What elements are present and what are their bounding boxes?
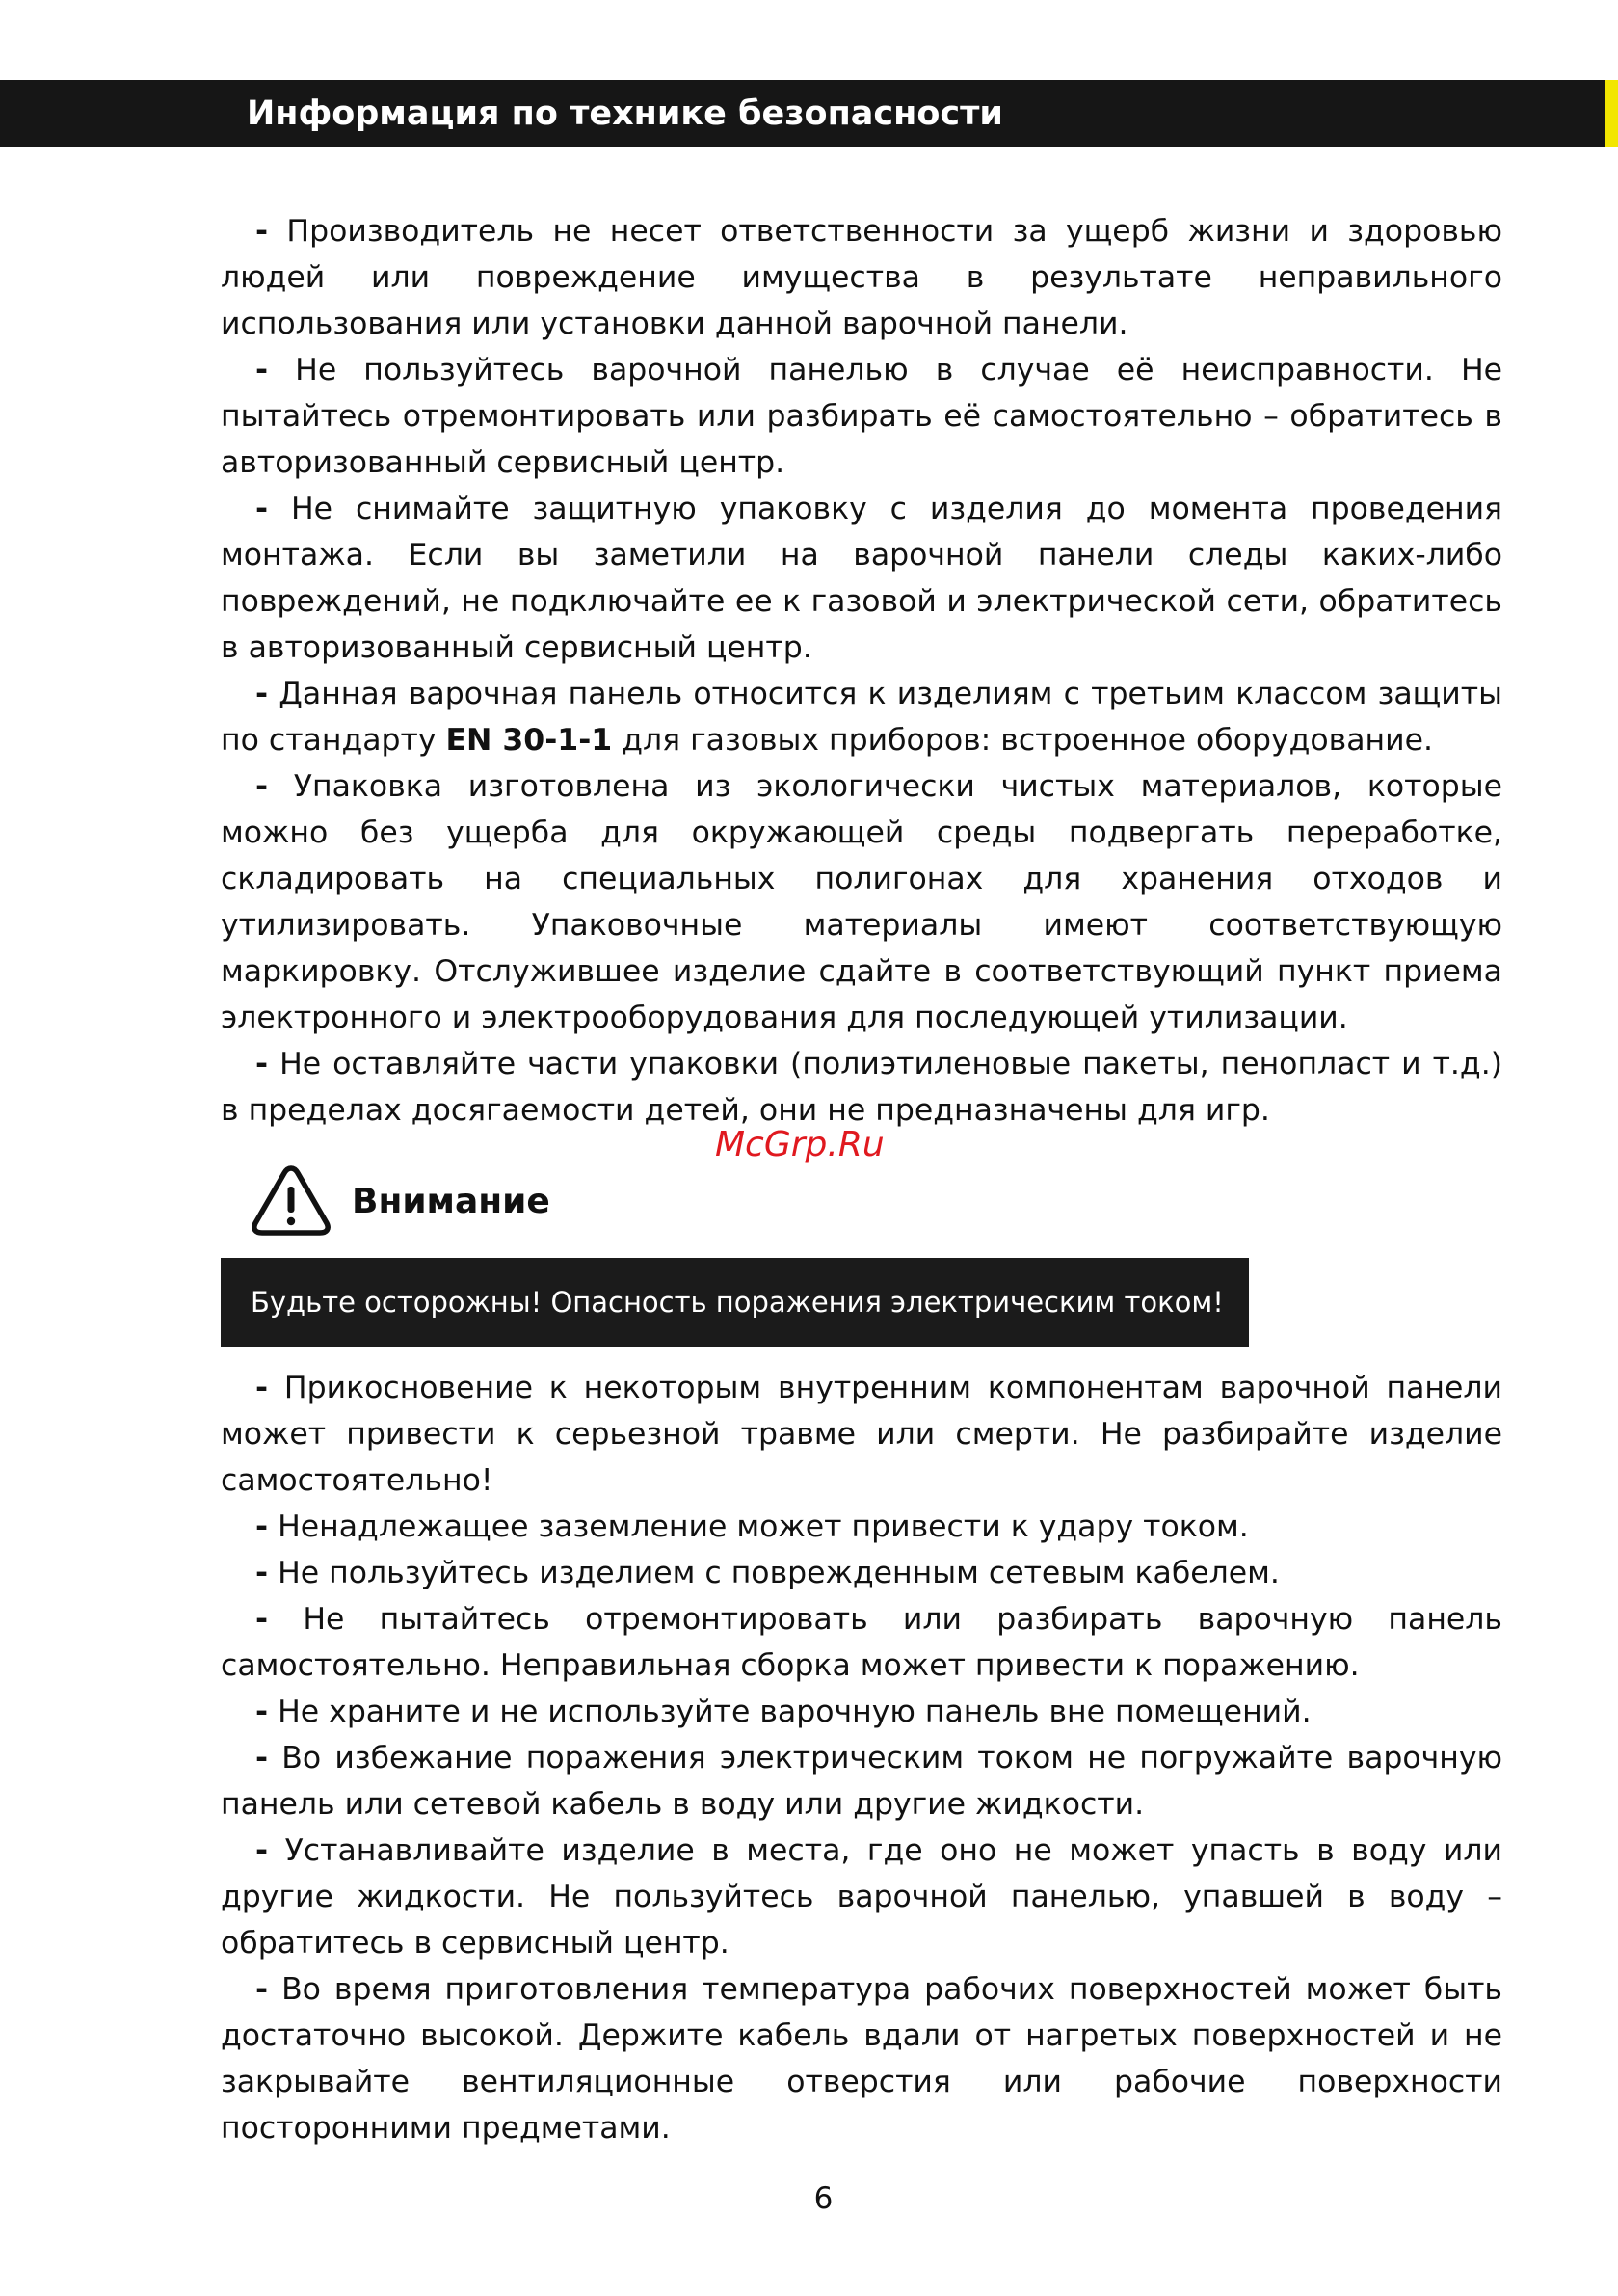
warning-triangle-icon bbox=[250, 1162, 332, 1238]
paragraph-text: Не снимайте защитную упаковку с изделия до момента проведения монтажа. Если вы заметили на варочной панели следы каких-либо повреждений, не подключайте ее к газовой и электрической сети, обратитесь в авторизованный сервисный центр. bbox=[221, 492, 1503, 665]
bullet-dash: - bbox=[255, 769, 269, 804]
paragraph-text: Не пользуйтесь изделием с поврежденным сетевым кабелем. bbox=[278, 1556, 1280, 1590]
paragraph bbox=[221, 486, 1502, 671]
paragraph-text: Ненадлежащее заземление может привести к удару током. bbox=[278, 1509, 1249, 1544]
paragraph-text: Во время приготовления температура рабочих поверхностей может быть достаточно высокой. Держите кабель вдали от нагретых поверхностей и не закрывайте вентиляционные отверстия или рабочие поверхности посторонними предметами. bbox=[221, 1972, 1502, 2146]
watermark: McGrp.Ru bbox=[715, 1125, 885, 1164]
bullet-dash: - bbox=[255, 1833, 269, 1868]
bullet-dash: - bbox=[255, 1972, 269, 2007]
paragraph-text: Не храните и не используйте варочную панель вне помещений. bbox=[278, 1695, 1312, 1729]
paragraph bbox=[221, 347, 1502, 486]
bullet-dash: - bbox=[255, 1602, 269, 1637]
paragraph bbox=[221, 1828, 1502, 1966]
paragraph-text: Во избежание поражения электрическим током не погружайте варочную панель или сетевой кабель в воду или другие жидкости. bbox=[221, 1741, 1503, 1822]
paragraph-text: Не оставляйте части упаковки (полиэтиленовые пакеты, пенопласт и т.д.) в пределах досягаемости детей, они не предназначены для игр. bbox=[221, 1047, 1503, 1128]
paragraph-text: Упаковка изготовлена из экологически чистых материалов, которые можно без ущерба для окружающей среды подвергать переработке, складировать на специальных полигонах для хранения отходов и утилизировать. Упаковочные материалы имеют соответствующую маркировку. Отслужившее изделие сдайте в соответствующий пункт приема электронного и электрооборудования для последующей утилизации. bbox=[221, 769, 1503, 1035]
paragraph-text: Не пользуйтесь варочной панелью в случае её неисправности. Не пытайтесь отремонтировать или разбирать её самостоятельно – обратитесь в авторизованный сервисный центр. bbox=[221, 353, 1503, 480]
bullet-dash: - bbox=[255, 1509, 269, 1544]
warning-box-text: Будьте осторожны! Опасность поражения электрическим током! bbox=[251, 1286, 1224, 1319]
paragraph bbox=[221, 671, 1502, 763]
paragraph-text: Устанавливайте изделие в места, где оно не может упасть в воду или другие жидкости. Не пользуйтесь варочной панелью, упавшей в воду – обратитесь в сервисный центр. bbox=[221, 1833, 1502, 1961]
safety-text-section-2 bbox=[221, 1365, 1502, 2151]
bullet-dash: - bbox=[255, 677, 269, 711]
paragraph bbox=[221, 1735, 1502, 1828]
paragraph-text: Прикосновение к некоторым внутренним компонентам варочной панели может привести к серьезной травме или смерти. Не разбирайте изделие самостоятельно! bbox=[221, 1371, 1502, 1498]
bullet-dash: - bbox=[255, 1695, 269, 1729]
bullet-dash: - bbox=[255, 1047, 269, 1081]
paragraph bbox=[221, 1689, 1502, 1735]
paragraph bbox=[221, 208, 1502, 347]
paragraph bbox=[221, 1596, 1502, 1689]
page-title: Информация по технике безопасности bbox=[247, 94, 1003, 133]
safety-text-section-1 bbox=[221, 208, 1502, 1134]
paragraph bbox=[221, 763, 1502, 1041]
paragraph bbox=[221, 1504, 1502, 1550]
paragraph bbox=[221, 1550, 1502, 1596]
bullet-dash: - bbox=[255, 1556, 269, 1590]
standard-code: EN 30-1-1 bbox=[445, 723, 613, 758]
header-accent-stripe bbox=[1605, 80, 1618, 147]
bullet-dash: - bbox=[255, 353, 269, 387]
bullet-dash: - bbox=[255, 1371, 269, 1405]
paragraph bbox=[221, 1966, 1502, 2151]
warning-title: Внимание bbox=[352, 1182, 550, 1221]
page-number: 6 bbox=[813, 2181, 834, 2216]
bullet-dash: - bbox=[255, 214, 269, 249]
warning-box bbox=[221, 1258, 1249, 1347]
paragraph-text: Не пытайтесь отремонтировать или разбирать варочную панель самостоятельно. Неправильная сборка может привести к поражению. bbox=[221, 1602, 1502, 1683]
paragraph-text: Данная варочная панель относится к изделиям с третьим классом защиты по стандарту bbox=[221, 677, 1502, 758]
paragraph bbox=[221, 1041, 1502, 1134]
bullet-dash: - bbox=[255, 492, 269, 526]
paragraph-text: Производитель не несет ответственности за ущерб жизни и здоровью людей или повреждение имущества в результате неправильного использования или установки данной варочной панели. bbox=[221, 214, 1502, 341]
paragraph-text: для газовых приборов: встроенное оборудование. bbox=[622, 723, 1433, 758]
paragraph bbox=[221, 1365, 1502, 1504]
bullet-dash: - bbox=[255, 1741, 269, 1775]
